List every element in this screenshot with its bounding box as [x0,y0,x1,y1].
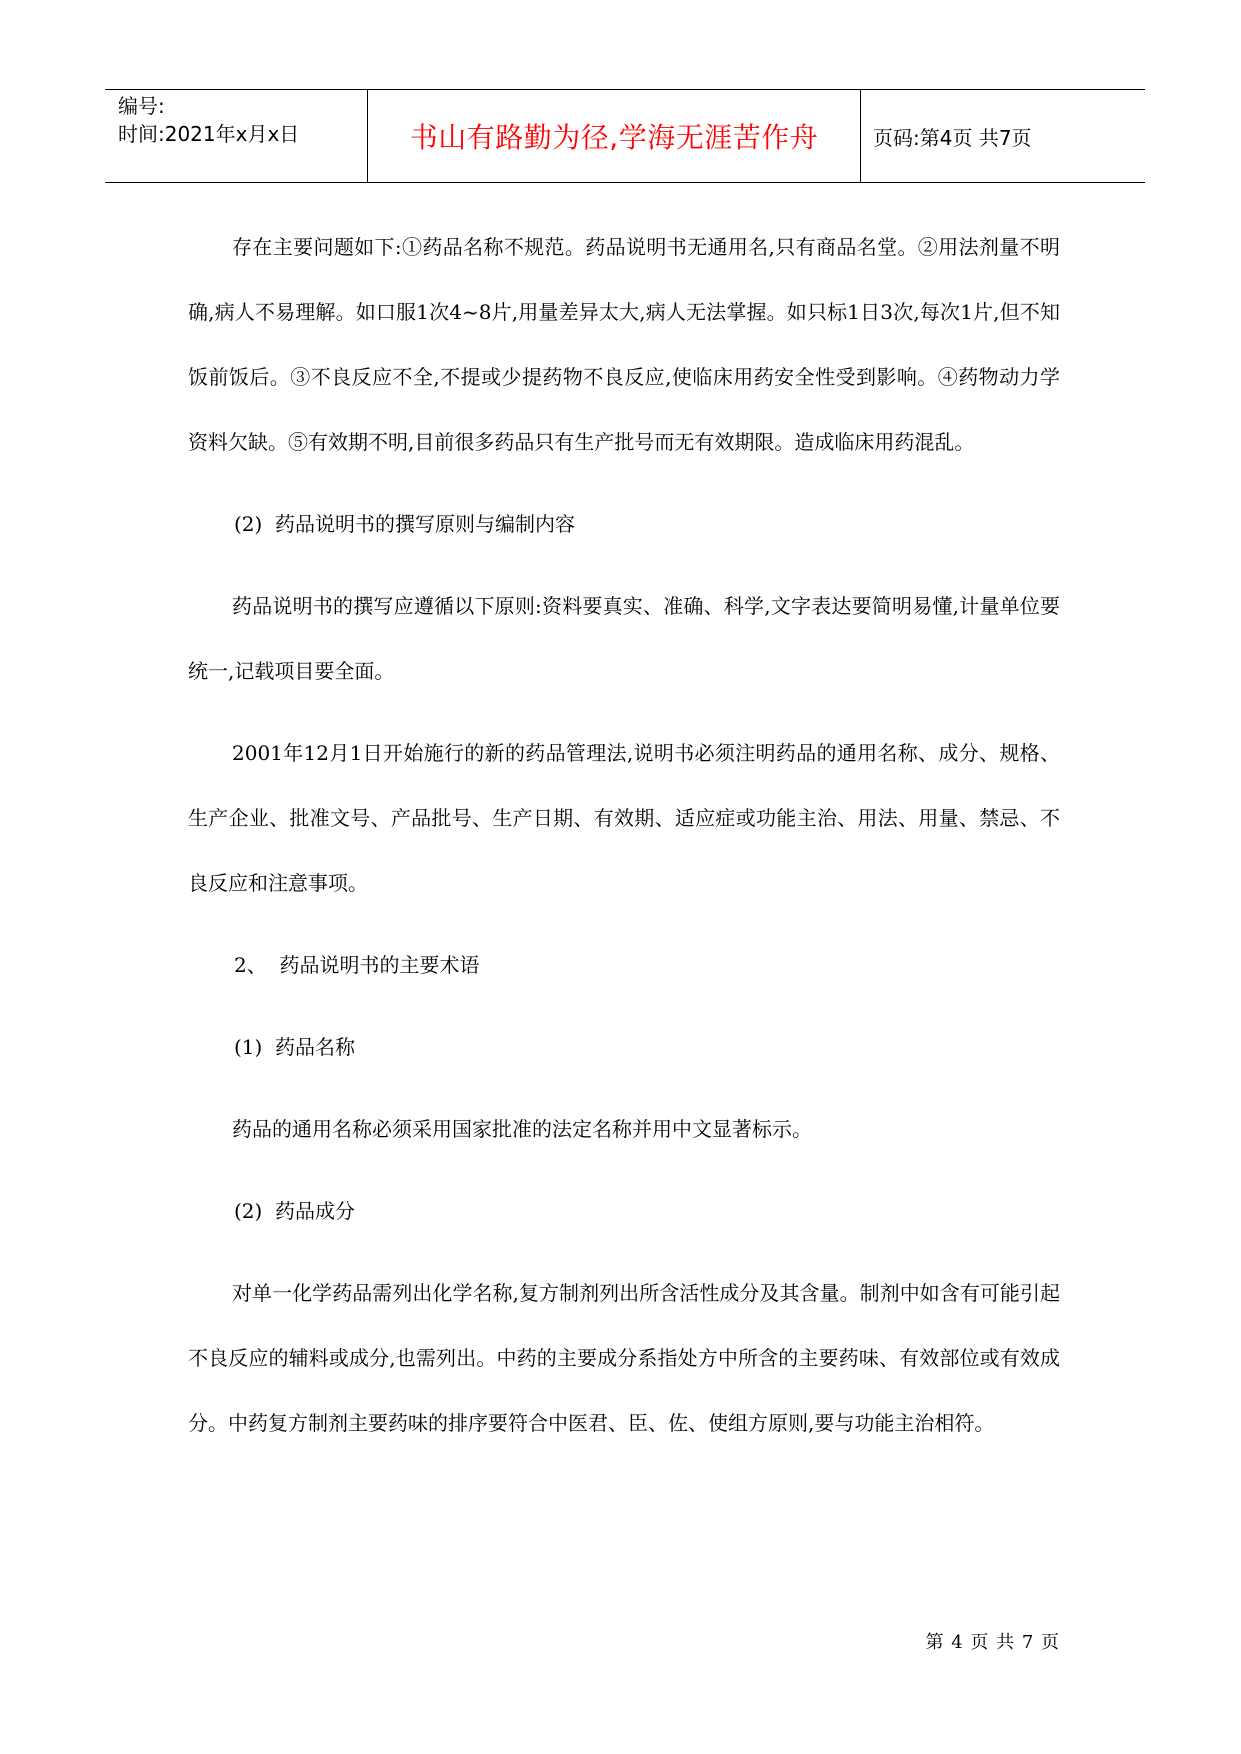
section-heading-drug-name: (1) 药品名称 [234,1035,356,1059]
document-number-label: 编号: [118,94,165,118]
header-motto: 书山有路勤为径,学海无涯苦作舟 [409,121,819,154]
paragraph-drug-ingredients: 对单一化学药品需列出化学名称,复方制剂列出所含活性成分及其含量。制剂中如含有可能引起不良反应的辅料或成分,也需列出。中药的主要成分系指处方中所含的主要药味、有效部位或有效成分。中药复方制剂主要药味的排序要符合中医君、臣、佐、使组方原则,要与功能主治相符。 [188,1281,1060,1435]
header-page-info: 页码:第4页 共7页 [873,125,1032,150]
header-divider-left [367,90,368,182]
section-heading-writing-principles: (2) 药品说明书的撰写原则与编制内容 [234,512,576,536]
paragraph-principles: 药品说明书的撰写应遵循以下原则:资料要真实、准确、科学,文字表达要简明易懂,计量单位要统一,记载项目要全面。 [188,594,1060,683]
document-time: 时间:2021年x月x日 [118,122,300,146]
page-header [105,89,1145,183]
paragraph-drug-name: 药品的通用名称必须采用国家批准的法定名称并用中文显著标示。 [232,1117,812,1141]
header-divider-right [860,90,861,182]
paragraph-problems: 存在主要问题如下:①药品名称不规范。药品说明书无通用名,只有商品名堂。②用法剂量不明确,病人不易理解。如口服1次4~8片,用量差异太大,病人无法掌握。如只标1日3次,每次1片,但不知饭前饭后。③不良反应不全,不提或少提药物不良反应,使临床用药安全性受到影响。④药物动力学资料欠缺。⑤有效期不明,目前很多药品只有生产批号而无有效期限。造成临床用药混乱。 [188,235,1060,454]
page-footer: 第 4 页 共 7 页 [925,1632,1060,1653]
document-body [188,215,1060,1473]
paragraph-drug-law: 2001年12月1日开始施行的新的药品管理法,说明书必须注明药品的通用名称、成分、规格、生产企业、批准文号、产品批号、生产日期、有效期、适应症或功能主治、用法、用量、禁忌、不良反应和注意事项。 [188,741,1060,895]
section-heading-drug-ingredients: (2) 药品成分 [234,1199,356,1223]
header-meta [118,92,363,148]
section-heading-main-terms: 2、 药品说明书的主要术语 [234,953,480,977]
